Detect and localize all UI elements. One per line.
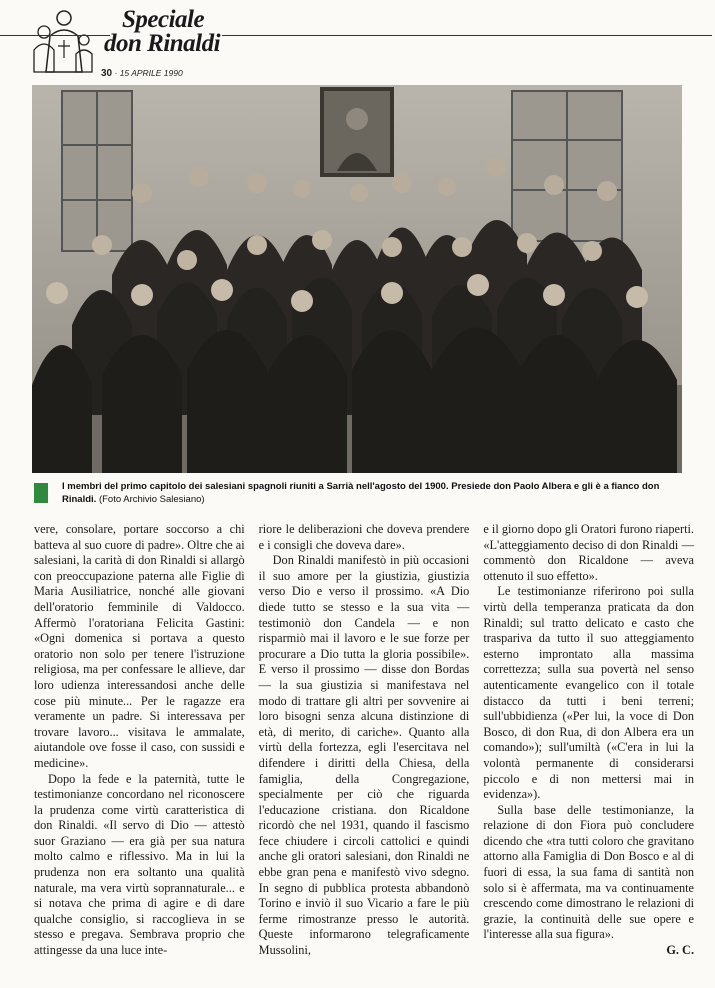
priest-with-children-logo-icon — [28, 6, 98, 78]
issue-date: · 15 APRILE 1990 — [114, 68, 183, 78]
masthead-title — [104, 8, 220, 56]
masthead-line1: Speciale — [122, 6, 205, 33]
article-body — [34, 522, 694, 978]
header-rule-left — [0, 35, 110, 36]
caption-text: I membri del primo capitolo dei salesiani spagnoli riuniti a Sarrià nell'agosto del 1900. Presiede don Paolo Albera e gli è a fianco don Rinaldi. — [62, 481, 660, 505]
header-rule-right — [222, 35, 712, 36]
column-2 — [259, 522, 470, 978]
group-photo-icon — [32, 85, 682, 473]
caption-marker — [34, 483, 48, 503]
magazine-logo — [28, 6, 98, 78]
masthead-line2: don Rinaldi — [104, 30, 221, 57]
caption-credit: (Foto Archivio Salesiano) — [98, 494, 205, 505]
paragraph: Sulla base delle testimonianze, la relazione di don Fiora può concludere dicendo che «tra tutti coloro che gravitano attorno alla Famiglia di Don Bosco e al di fuori di essa, la sua fama di santità non solo si è affermata, ma va continuamente crescendo come dimostrano le relazioni di grazie, la continuità delle sue opere e l'interesse alla sua figura». — [483, 802, 695, 942]
issue-number: 30 — [101, 68, 113, 79]
paragraph: e il giorno dopo gli Oratori furono riaperti. «L'atteggiamento deciso di don Rinaldi — commentò don Ricaldone — aveva ottenuto il suo effetto». — [483, 522, 695, 583]
column-3 — [483, 522, 694, 978]
author-signature: G. C. — [666, 943, 695, 958]
paragraph: Dopo la fede e la paternità, tutte le testimonianze concordano nel riconoscere la prudenza come virtù caratteristica di don Rinaldi. «Il servo di Dio — attestò suor Graziano — era già per sua natura molto calmo e riflessivo. Ma in lui la prudenza non era soltanto una qualità naturale, ma vera virtù soprannaturale... e si notava che prima di agire e di dare qualche consiglio, si raccoglieva in se stesso e pregava. Sembrava proprio che attingesse da una luce inte- — [34, 771, 245, 958]
group-photo — [32, 85, 682, 473]
issue-info — [101, 68, 183, 79]
column-1 — [34, 522, 245, 978]
paragraph: Le testimonianze riferirono poi sulla virtù della temperanza praticata da don Rinaldi; sul tratto delicato e casto che traspariva da tutto il suo atteggiamento esterno improntato alla massima correttezza; sulla sua povertà nel senso autenticamente evangelico con il totale distacco da tutti i beni terreni; sull'ubbidienza («Per lui, la voce di Don Bosco, di don Rua, di don Albera era un comando»); sull'umiltà («C'era in lui la volontà permanente di considerarsi piccolo e di non mettersi mai in evidenza»). — [483, 584, 695, 802]
paragraph: vere, consolare, portare soccorso a chi batteva al suo cuore di padre». Oltre che ai salesiani, la carità di don Rinaldi si allargò con preoccupazione paterna alle Figlie di Maria Ausiliatrice, nonché alle giovani dell'oratorio femminile di Valdocco. Affermò l'oratoriana Felicita Gastini: «Ogni domenica si portava a questo oratorio non solo per tenere l'istruzione religiosa, ma per confessare le allieve, dar loro udienza interessandosi anche delle cose più minute... Per le ragazze era veramente un padre. Si interessava per trovare lavoro... visitava le ammalate, aiutandole ove fosse il caso, con sussidi e medicine». — [34, 522, 245, 770]
paragraph: Don Rinaldi manifestò in più occasioni il suo amore per la giustizia, giustizia verso Dio e verso il prossimo. «A Dio diede tutto se stesso e la sua vita — testimoniò don Candela — e non risparmiò mai il lavoro e le sue forze per procurare a Dio tutta la gloria possibile». E verso il prossimo — disse don Bordas — la sua giustizia si manifestava nel modo di trattare gli altri per sovvenire ai loro bisogni senza alcuna distinzione di età, di merito, di cariche». Quanto alla virtù della fortezza, egli l'esercitava nel difendere i diritti della Chiesa, della famiglia, della Congregazione, specialmente per ciò che riguarda l'educazione cristiana. don Ricaldone ricordò che nel 1931, quando il fascismo fece chiudere i circoli cattolici e quindi anche gli oratori salesiani, don Rinaldi ne ebbe gran pena e manifestò vivo sdegno. In segno di pubblica protesta abbandonò Torino e inviò il suo Vicario a fare le più ferme rimostranze presso le autorità. Queste informarono telegraficamente Mussolini, — [258, 553, 470, 958]
paragraph: riore le deliberazioni che doveva prendere e i consigli che doveva dare». — [258, 522, 470, 552]
photo-caption — [62, 480, 662, 506]
